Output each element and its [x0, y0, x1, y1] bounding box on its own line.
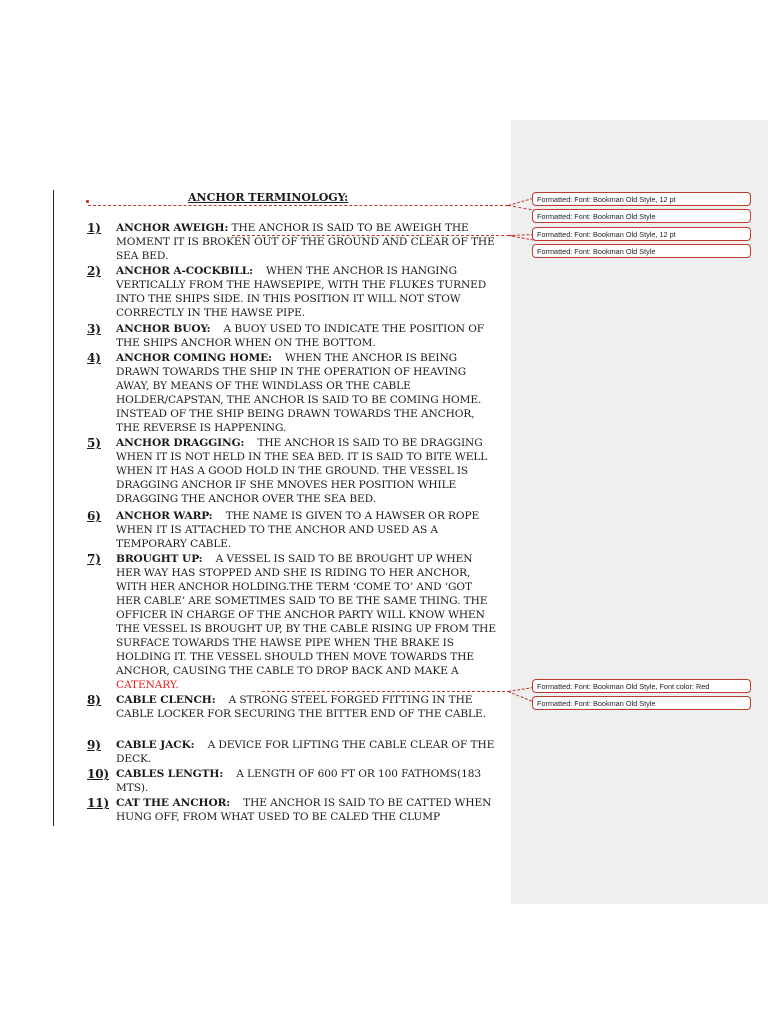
term-definition: A DEVICE FOR LIFTING THE CABLE CLEAR OF THE DECK.: [116, 739, 495, 765]
list-item: [87, 509, 499, 551]
term-heading: CAT THE ANCHOR:: [116, 797, 231, 809]
list-item: [87, 221, 499, 263]
comment-balloon[interactable]: Formatted: Font: Bookman Old Style, 12 pt: [532, 227, 751, 241]
list-item: [87, 322, 499, 350]
term-heading: CABLES LENGTH:: [116, 768, 224, 780]
comment-balloon[interactable]: Formatted: Font: Bookman Old Style, 12 pt: [532, 192, 751, 206]
item-number: 4): [87, 351, 101, 365]
item-number: 9): [87, 738, 101, 752]
term-definition: THE ANCHOR IS SAID TO BE CATTED WHEN HUNG OFF, FROM WHAT USED TO BE CALED THE CLUMP: [116, 797, 492, 823]
list-item: [87, 738, 499, 766]
term-definition: THE ANCHOR IS SAID TO BE DRAGGING WHEN IT IS NOT HELD IN THE SEA BED. IT IS SAID TO BITE WELL WHEN IT HAS A GOOD HOLD IN THE GROUND. THE VESSEL IS DRAGGING ANCHOR IF SHE MNOVES HER POSITION WHILE DRAGGING THE ANCHOR OVER THE SEA BED.: [116, 437, 488, 505]
item-number: 5): [87, 436, 101, 450]
comment-connector: [88, 205, 508, 206]
term-heading: CABLE JACK:: [116, 739, 195, 751]
item-number: 1): [87, 221, 101, 235]
comment-balloon[interactable]: Formatted: Font: Bookman Old Style, Font color: Red: [532, 679, 751, 693]
list-item: [87, 264, 499, 320]
term-heading: ANCHOR DRAGGING:: [116, 437, 245, 449]
list-item: [87, 552, 499, 692]
term-definition: THE NAME IS GIVEN TO A HAWSER OR ROPE WHEN IT IS ATTACHED TO THE ANCHOR AND USED AS A TEMPORARY CABLE.: [116, 510, 480, 550]
list-item: [87, 767, 499, 795]
inserted-text: CATENARY.: [116, 679, 179, 691]
term-heading: CABLE CLENCH:: [116, 694, 216, 706]
item-number: 8): [87, 693, 101, 707]
change-bar: [53, 190, 54, 826]
term-definition: A STRONG STEEL FORGED FITTING IN THE CABLE LOCKER FOR SECURING THE BITTER END OF THE CABLE.: [116, 694, 486, 720]
item-number: 7): [87, 552, 101, 566]
item-number: 10): [87, 767, 110, 781]
insertion-mark: [86, 200, 89, 203]
list-item: [87, 351, 499, 435]
term-definition: THE ANCHOR IS SAID TO BE AWEIGH THE MOMENT IT IS BROKEN OUT OF THE GROUND AND CLEAR OF THE SEA BED.: [116, 222, 495, 262]
comment-balloon[interactable]: Formatted: Font: Bookman Old Style: [532, 244, 751, 258]
item-number: 11): [87, 796, 110, 810]
item-number: 3): [87, 322, 101, 336]
term-definition: WHEN THE ANCHOR IS BEING DRAWN TOWARDS THE SHIP IN THE OPERATION OF HEAVING AWAY, BY MEANS OF THE WINDLASS OR THE CABLE HOLDER/CAPSTAN, THE ANCHOR IS SAID TO BE COMING HOME. INSTEAD OF THE SHIP BEING DRAWN TOWARDS THE ANCHOR, THE REVERSE IS HAPPENING.: [116, 352, 482, 434]
list-item: [87, 796, 499, 824]
term-heading: ANCHOR BUOY:: [116, 323, 211, 335]
list-item: [87, 436, 499, 506]
term-definition: A BUOY USED TO INDICATE THE POSITION OF THE SHIPS ANCHOR WHEN ON THE BOTTOM.: [116, 323, 485, 349]
item-number: 2): [87, 264, 101, 278]
page-title: ANCHOR TERMINOLOGY:: [188, 191, 349, 204]
term-definition: A LENGTH OF 600 FT OR 100 FATHOMS(183 MTS).: [116, 768, 482, 794]
term-heading: BROUGHT UP:: [116, 553, 203, 565]
list-item: [87, 693, 499, 721]
term-definition: WHEN THE ANCHOR IS HANGING VERTICALLY FROM THE HAWSEPIPE, WITH THE FLUKES TURNED INTO THE SHIPS SIDE. IN THIS POSITION IT WILL NOT STOW CORRECTLY IN THE HAWSE PIPE.: [116, 265, 487, 319]
comment-balloon[interactable]: Formatted: Font: Bookman Old Style: [532, 209, 751, 223]
term-heading: ANCHOR WARP:: [116, 510, 213, 522]
term-heading: ANCHOR AWEIGH:: [116, 222, 229, 234]
term-definition: A VESSEL IS SAID TO BE BROUGHT UP WHEN HER WAY HAS STOPPED AND SHE IS RIDING TO HER ANCHOR, WITH HER ANCHOR HOLDING.THE TERM ‘COME TO’ AND ‘GOT HER CABLE’ ARE SOMETIMES SAID TO BE THE SAME THING. THE OFFICER IN CHARGE OF THE ANCHOR PARTY WILL KNOW WHEN THE VESSEL IS BROUGHT UP, BY THE CABLE RISING UP FROM THE SURFACE TOWARDS THE HAWSE PIPE WHEN THE BRAKE IS HOLDING IT. THE VESSEL SHOULD THEN MOVE TOWARDS THE ANCHOR, CAUSING THE CABLE TO DROP BACK AND MAKE A: [116, 553, 496, 677]
term-heading: ANCHOR COMING HOME:: [116, 352, 272, 364]
item-number: 6): [87, 509, 101, 523]
term-heading: ANCHOR A-COCKBILL:: [116, 265, 253, 277]
comment-balloon[interactable]: Formatted: Font: Bookman Old Style: [532, 696, 751, 710]
